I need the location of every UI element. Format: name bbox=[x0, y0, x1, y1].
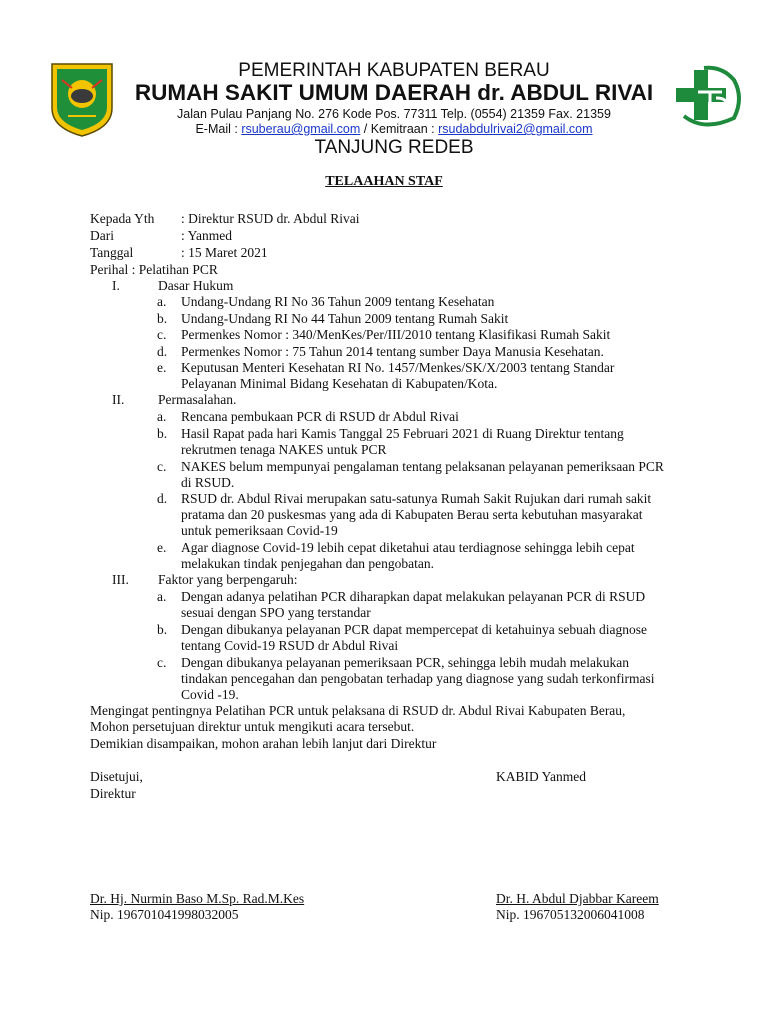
document-title: TELAAHAN STAF bbox=[325, 174, 443, 189]
item-letter: d. bbox=[157, 344, 168, 359]
item-line: Dengan dibukanya pelayanan pemeriksaan PCR, sehingga lebih mudah melakukan bbox=[181, 655, 629, 670]
item-line: melakukan tindak penjegahan dan pengobatan. bbox=[181, 556, 435, 571]
item-line: Keputusan Menteri Kesehatan RI No. 1457/Menkes/SK/X/2003 tentang Standar bbox=[181, 360, 615, 375]
kemitraan-label: / Kemitraan : bbox=[360, 122, 439, 136]
director-nip: Nip. 196701041998032005 bbox=[90, 907, 239, 922]
dari-value: : Yanmed bbox=[181, 228, 233, 243]
closing-line: Demikian disampaikan, mohon arahan lebih lanjut dari Direktur bbox=[90, 736, 437, 751]
item-letter: d. bbox=[157, 491, 168, 506]
section-title: Dasar Hukum bbox=[158, 278, 234, 293]
tanggal-label: Tanggal bbox=[90, 245, 134, 260]
item-line: Agar diagnose Covid-19 lebih cepat diketahui atau terdiagnose sehingga lebih cepat bbox=[181, 540, 635, 555]
director-label: Direktur bbox=[90, 786, 136, 801]
letterhead-email-line bbox=[120, 122, 668, 136]
section-numeral: II. bbox=[112, 392, 125, 407]
item-letter: e. bbox=[157, 360, 167, 375]
item-letter: a. bbox=[157, 589, 167, 604]
section-numeral: III. bbox=[112, 572, 129, 587]
letterhead-hospital-name: RUMAH SAKIT UMUM DAERAH dr. ABDUL RIVAI bbox=[134, 80, 654, 105]
item-line: Rencana pembukaan PCR di RSUD dr Abdul Rivai bbox=[181, 409, 459, 424]
kabupaten-berau-logo bbox=[48, 60, 116, 138]
item-line: untuk pemeriksaan Covid-19 bbox=[181, 523, 338, 538]
letterhead-government: PEMERINTAH KABUPATEN BERAU bbox=[238, 60, 550, 81]
approval-label: Disetujui, bbox=[90, 769, 143, 784]
email-label: E-Mail : bbox=[195, 122, 242, 136]
item-line: Dengan adanya pelatihan PCR diharapkan dapat melakukan pelayanan PCR di RSUD bbox=[181, 589, 646, 604]
item-line: RSUD dr. Abdul Rivai merupakan satu-satunya Rumah Sakit Rujukan dari rumah sakit bbox=[181, 491, 652, 506]
item-letter: c. bbox=[157, 327, 167, 342]
item-letter: a. bbox=[157, 294, 167, 309]
kepada-label: Kepada Yth bbox=[90, 211, 155, 226]
kepada-value: : Direktur RSUD dr. Abdul Rivai bbox=[181, 211, 360, 226]
tanggal-value: : 15 Maret 2021 bbox=[181, 245, 268, 260]
item-line: Permenkes Nomor : 340/MenKes/Per/III/2010 tentang Klasifikasi Rumah Sakit bbox=[181, 327, 611, 342]
item-line: Undang-Undang RI No 36 Tahun 2009 tentang Kesehatan bbox=[181, 294, 495, 309]
section-title: Faktor yang berpengaruh: bbox=[158, 572, 298, 587]
item-letter: c. bbox=[157, 459, 167, 474]
rsud-logo bbox=[664, 58, 746, 140]
kabid-nip: Nip. 196705132006041008 bbox=[496, 907, 645, 922]
item-line: pratama dan 20 puskesmas yang ada di Kabupaten Berau serta kebutuhan masyarakat bbox=[181, 507, 643, 522]
item-letter: b. bbox=[157, 311, 168, 326]
letterhead-address: Jalan Pulau Panjang No. 276 Kode Pos. 77311 Telp. (0554) 21359 Fax. 21359 bbox=[177, 107, 611, 121]
item-letter: c. bbox=[157, 655, 167, 670]
item-line: NAKES belum mempunyai pengalaman tentang pelaksanan pelayanan pemeriksaan PCR bbox=[181, 459, 664, 474]
perihal-line: Perihal : Pelatihan PCR bbox=[90, 262, 218, 277]
section-title: Permasalahan. bbox=[158, 392, 237, 407]
kabid-label: KABID Yanmed bbox=[496, 769, 587, 784]
item-line: rekrutmen tenaga NAKES untuk PCR bbox=[181, 442, 387, 457]
item-line: Dengan dibukanya pelayanan PCR dapat mempercepat di ketahuinya sebuah diagnose bbox=[181, 622, 647, 637]
email-link[interactable]: rsuberau@gmail.com bbox=[241, 122, 361, 136]
item-line: tentang Covid-19 RSUD dr Abdul Rivai bbox=[181, 638, 399, 653]
item-letter: e. bbox=[157, 540, 167, 555]
item-line: Undang-Undang RI No 44 Tahun 2009 tentang Rumah Sakit bbox=[181, 311, 509, 326]
dari-label: Dari bbox=[90, 228, 114, 243]
closing-line: Mengingat pentingnya Pelatihan PCR untuk pelaksana di RSUD dr. Abdul Rivai Kabupaten Berau, bbox=[90, 703, 626, 718]
item-line: Hasil Rapat pada hari Kamis Tanggal 25 Februari 2021 di Ruang Direktur tentang bbox=[181, 426, 624, 441]
item-line: Permenkes Nomor : 75 Tahun 2014 tentang sumber Daya Manusia Kesehatan. bbox=[181, 344, 604, 359]
closing-line: Mohon persetujuan direktur untuk mengikuti acara tersebut. bbox=[90, 719, 415, 734]
letterhead-city: TANJUNG REDEB bbox=[314, 137, 474, 158]
item-letter: b. bbox=[157, 426, 168, 441]
director-name: Dr. Hj. Nurmin Baso M.Sp. Rad.M.Kes bbox=[90, 891, 305, 906]
kemitraan-email-link[interactable]: rsudabdulrivai2@gmail.com bbox=[438, 122, 593, 136]
item-letter: a. bbox=[157, 409, 167, 424]
item-line: di RSUD. bbox=[181, 475, 235, 490]
item-line: sesuai dengan SPO yang terstandar bbox=[181, 605, 371, 620]
item-letter: b. bbox=[157, 622, 168, 637]
item-line: Covid -19. bbox=[181, 687, 239, 702]
item-line: tindakan pencegahan dan pengobatan terhadap yang diagnose yang sudah terkonfirmasi bbox=[181, 671, 655, 686]
section-numeral: I. bbox=[112, 278, 120, 293]
kabid-name: Dr. H. Abdul Djabbar Kareem bbox=[496, 891, 659, 906]
item-line: Pelayanan Minimal Bidang Kesehatan di Kabupaten/Kota. bbox=[181, 376, 498, 391]
